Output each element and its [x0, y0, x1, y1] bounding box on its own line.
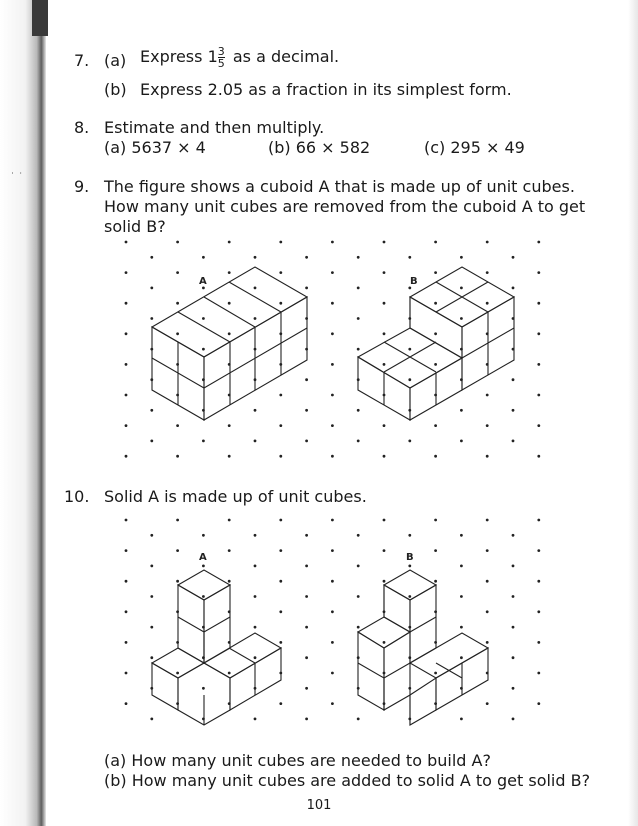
q8c: (c) 295 × 49 [424, 138, 525, 157]
grid-dot [512, 440, 515, 443]
grid-dot [537, 424, 540, 427]
grid-dot [434, 363, 437, 366]
grid-dot [305, 656, 308, 659]
q10a: (a) How many unit cubes are needed to build A? [104, 751, 491, 770]
grid-dot [254, 565, 257, 568]
grid-dot [125, 271, 128, 274]
q8-number: 8. [74, 118, 90, 137]
q9-solid-a [152, 267, 307, 420]
grid-dot [202, 317, 205, 320]
grid-dot [254, 718, 257, 721]
q7b-text: Express 2.05 as a fraction in its simplest form. [140, 80, 512, 99]
grid-dot [408, 565, 411, 568]
grid-dot [460, 534, 463, 537]
grid-dot [331, 363, 334, 366]
grid-dot [150, 626, 153, 629]
grid-dot [150, 409, 153, 412]
grid-dot [254, 440, 257, 443]
q10-label-b: B [406, 552, 414, 563]
grid-dot [486, 424, 489, 427]
grid-dot [512, 687, 515, 690]
grid-dot [383, 363, 386, 366]
grid-dot [331, 394, 334, 397]
q9-b-right-grid [436, 312, 514, 405]
grid-dot [150, 656, 153, 659]
grid-dot [408, 534, 411, 537]
grid-dot [460, 256, 463, 259]
grid-dot [512, 718, 515, 721]
grid-dot [125, 702, 128, 705]
grid-dot [254, 409, 257, 412]
q10-label-a: A [199, 552, 207, 563]
grid-dot [434, 332, 437, 335]
binding-corner [32, 0, 48, 36]
grid-dot [331, 610, 334, 613]
q7-number: 7. [74, 51, 90, 70]
grid-dot [331, 580, 334, 583]
grid-dot [305, 256, 308, 259]
q10-b-tower-grid [358, 585, 436, 678]
grid-dot [305, 409, 308, 412]
grid-dot [537, 363, 540, 366]
grid-dot [486, 519, 489, 522]
grid-dot [279, 519, 282, 522]
grid-dot [486, 271, 489, 274]
grid-dot [486, 455, 489, 458]
grid-dot [486, 241, 489, 244]
grid-dot [202, 565, 205, 568]
grid-dot [537, 241, 540, 244]
grid-dot [150, 595, 153, 598]
grid-dot [460, 409, 463, 412]
q7a-denominator: 5 [217, 57, 225, 70]
grid-dot [460, 626, 463, 629]
grid-dot [486, 580, 489, 583]
grid-dot [434, 549, 437, 552]
grid-dot [460, 718, 463, 721]
grid-dot [537, 302, 540, 305]
grid-dot [434, 580, 437, 583]
grid-dot [305, 378, 308, 381]
grid-dot [125, 580, 128, 583]
q10-number: 10. [64, 487, 90, 506]
grid-dot [331, 271, 334, 274]
grid-dot [512, 287, 515, 290]
grid-dot [331, 672, 334, 675]
grid-dot [357, 595, 360, 598]
grid-dot [383, 424, 386, 427]
grid-dot [176, 519, 179, 522]
grid-dot [434, 271, 437, 274]
grid-dot [357, 348, 360, 351]
q10-a-left-front [152, 663, 178, 710]
grid-dot [125, 672, 128, 675]
grid-dot [383, 302, 386, 305]
grid-dot [125, 641, 128, 644]
q10-b-arm-top [410, 633, 488, 678]
q10-isometric-figure [100, 510, 560, 735]
q8b: (b) 66 × 582 [268, 138, 371, 157]
grid-dot [150, 440, 153, 443]
q8a: (a) 5637 × 4 [104, 138, 206, 157]
grid-dot [537, 580, 540, 583]
grid-dot [125, 424, 128, 427]
grid-dot [512, 378, 515, 381]
grid-dot [331, 641, 334, 644]
grid-dot [537, 672, 540, 675]
grid-dot [305, 687, 308, 690]
grid-dot [460, 656, 463, 659]
q7b-label: (b) [104, 80, 127, 99]
grid-dot [512, 534, 515, 537]
grid-dot [125, 394, 128, 397]
grid-dot [176, 332, 179, 335]
grid-dot [279, 641, 282, 644]
grid-dot [228, 455, 231, 458]
grid-dot [279, 702, 282, 705]
grid-dot [460, 440, 463, 443]
grid-dot [460, 317, 463, 320]
grid-dot [279, 580, 282, 583]
grid-dot [150, 718, 153, 721]
q9-solid-b [358, 267, 514, 420]
grid-dot [279, 241, 282, 244]
grid-dot [125, 241, 128, 244]
grid-dot [512, 626, 515, 629]
grid-dot [202, 440, 205, 443]
q9-a-right-grid [204, 312, 307, 405]
grid-dot [305, 718, 308, 721]
grid-dot [150, 256, 153, 259]
grid-dot [254, 656, 257, 659]
grid-dot [357, 317, 360, 320]
grid-dot [383, 549, 386, 552]
grid-dot [512, 409, 515, 412]
grid-dot [254, 534, 257, 537]
grid-dot [176, 672, 179, 675]
grid-dot [254, 256, 257, 259]
grid-dot [176, 271, 179, 274]
q7a-numerator: 3 [217, 45, 225, 58]
grid-dot [125, 549, 128, 552]
page-edge-shadow [628, 0, 638, 826]
grid-dot [228, 580, 231, 583]
grid-dot [176, 424, 179, 427]
grid-dot [486, 610, 489, 613]
grid-dot [357, 287, 360, 290]
q10-dot-grid [125, 519, 541, 721]
grid-dot [460, 595, 463, 598]
grid-dot [202, 687, 205, 690]
scan-mark: ˙ ˙ [10, 172, 24, 183]
q7a-text-before: Express [140, 47, 203, 66]
grid-dot [331, 424, 334, 427]
grid-dot [537, 641, 540, 644]
grid-dot [434, 241, 437, 244]
grid-dot [357, 409, 360, 412]
grid-dot [357, 565, 360, 568]
grid-dot [408, 378, 411, 381]
grid-dot [305, 440, 308, 443]
grid-dot [254, 626, 257, 629]
grid-dot [357, 256, 360, 259]
q9-line2: How many unit cubes are removed from the cuboid A to get [104, 197, 586, 216]
grid-dot [408, 595, 411, 598]
grid-dot [434, 455, 437, 458]
grid-dot [357, 440, 360, 443]
grid-dot [383, 519, 386, 522]
grid-dot [150, 287, 153, 290]
grid-dot [434, 424, 437, 427]
grid-dot [434, 302, 437, 305]
grid-dot [125, 363, 128, 366]
grid-dot [537, 519, 540, 522]
grid-dot [254, 287, 257, 290]
q9-a-left-grid [152, 342, 204, 405]
grid-dot [305, 287, 308, 290]
q7a-question [140, 46, 339, 69]
grid-dot [486, 302, 489, 305]
grid-dot [125, 519, 128, 522]
grid-dot [331, 332, 334, 335]
grid-dot [331, 549, 334, 552]
grid-dot [254, 595, 257, 598]
q9-label-a: A [199, 276, 207, 287]
grid-dot [176, 455, 179, 458]
grid-dot [383, 580, 386, 583]
grid-dot [383, 455, 386, 458]
grid-dot [202, 256, 205, 259]
grid-dot [408, 256, 411, 259]
grid-dot [279, 610, 282, 613]
grid-dot [357, 626, 360, 629]
grid-dot [537, 610, 540, 613]
grid-dot [331, 702, 334, 705]
grid-dot [305, 534, 308, 537]
grid-dot [331, 519, 334, 522]
q10-b-base-grid [384, 663, 462, 725]
q9-b-upper-grid [410, 282, 488, 328]
grid-dot [202, 348, 205, 351]
q9-b-upper-left [410, 297, 462, 358]
grid-dot [537, 455, 540, 458]
grid-dot [537, 394, 540, 397]
q10-solid-b [358, 570, 488, 725]
q9-line1: The figure shows a cuboid A that is made up of unit cubes. [104, 177, 575, 196]
q8-text: Estimate and then multiply. [104, 118, 325, 137]
grid-dot [228, 271, 231, 274]
grid-dot [228, 424, 231, 427]
grid-dot [434, 672, 437, 675]
grid-dot [512, 565, 515, 568]
grid-dot [125, 455, 128, 458]
grid-dot [150, 565, 153, 568]
q10-text: Solid A is made up of unit cubes. [104, 487, 367, 506]
grid-dot [279, 271, 282, 274]
grid-dot [228, 241, 231, 244]
grid-dot [279, 424, 282, 427]
grid-dot [228, 302, 231, 305]
grid-dot [460, 287, 463, 290]
grid-dot [537, 332, 540, 335]
grid-dot [125, 610, 128, 613]
grid-dot [357, 534, 360, 537]
q10b: (b) How many unit cubes are added to solid A to get solid B? [104, 771, 591, 790]
grid-dot [150, 317, 153, 320]
grid-dot [486, 702, 489, 705]
grid-dot [176, 241, 179, 244]
grid-dot [383, 332, 386, 335]
grid-dot [512, 256, 515, 259]
grid-dot [228, 549, 231, 552]
grid-dot [279, 455, 282, 458]
q7a-fraction [218, 46, 225, 69]
grid-dot [486, 549, 489, 552]
grid-dot [176, 549, 179, 552]
grid-dot [254, 317, 257, 320]
grid-dot [331, 455, 334, 458]
grid-dot [486, 641, 489, 644]
grid-dot [408, 348, 411, 351]
q9-number: 9. [74, 177, 90, 196]
grid-dot [383, 271, 386, 274]
grid-dot [228, 519, 231, 522]
q7a-whole: 1 [207, 47, 218, 66]
grid-dot [176, 302, 179, 305]
q9-line3: solid B? [104, 217, 166, 236]
grid-dot [331, 302, 334, 305]
grid-dot [512, 595, 515, 598]
grid-dot [357, 718, 360, 721]
q9-isometric-figure [100, 232, 560, 472]
q9-label-b: B [410, 276, 418, 287]
grid-dot [408, 440, 411, 443]
q7a-text-after: as a decimal. [232, 47, 340, 66]
q10-solid-a [152, 570, 281, 725]
grid-dot [383, 641, 386, 644]
q7a-label: (a) [104, 51, 127, 70]
grid-dot [460, 565, 463, 568]
grid-dot [486, 394, 489, 397]
grid-dot [176, 580, 179, 583]
grid-dot [125, 332, 128, 335]
q10-b-arm-front [410, 678, 436, 725]
grid-dot [537, 702, 540, 705]
grid-dot [331, 241, 334, 244]
grid-dot [383, 241, 386, 244]
page-number: 101 [306, 798, 332, 813]
grid-dot [512, 656, 515, 659]
grid-dot [125, 302, 128, 305]
grid-dot [279, 302, 282, 305]
grid-dot [202, 595, 205, 598]
grid-dot [434, 519, 437, 522]
book-binding-shadow [0, 0, 46, 826]
grid-dot [537, 271, 540, 274]
grid-dot [305, 565, 308, 568]
grid-dot [228, 332, 231, 335]
grid-dot [150, 534, 153, 537]
grid-dot [279, 394, 282, 397]
grid-dot [305, 626, 308, 629]
grid-dot [279, 549, 282, 552]
grid-dot [228, 672, 231, 675]
grid-dot [537, 549, 540, 552]
grid-dot [202, 534, 205, 537]
grid-dot [305, 595, 308, 598]
